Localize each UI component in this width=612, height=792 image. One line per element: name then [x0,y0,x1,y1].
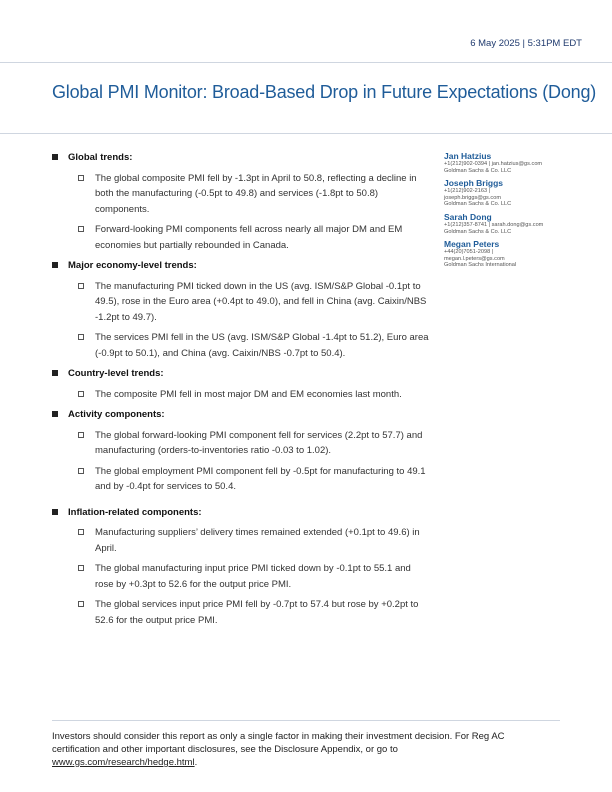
author-contact-line: Goldman Sachs & Co. LLC [444,201,512,208]
section-heading [52,505,430,521]
author-block [444,178,594,208]
hollow-square-bullet-icon [78,468,84,474]
bullet-item [52,387,430,403]
section-heading-text: Major economy-level trends: [68,260,197,271]
section [52,366,430,402]
section-heading-text: Global trends: [68,152,133,163]
bullet-item [52,464,430,495]
section-heading-text: Country-level trends: [68,368,164,379]
title-divider [0,133,612,134]
bullet-item-text: The composite PMI fell in most major DM and EM economies last month. [95,388,402,400]
section-heading [52,150,430,166]
square-bullet-icon [52,262,58,268]
header-divider [0,62,612,63]
hollow-square-bullet-icon [78,175,84,181]
hollow-square-bullet-icon [78,565,84,571]
square-bullet-icon [52,509,58,515]
section-heading [52,366,430,382]
author-contact-line: +1(212)357-8741 | sarah.dong@gs.com [444,221,544,228]
hollow-square-bullet-icon [78,529,84,535]
disclosure-footer [52,730,522,769]
summary-body [52,150,430,633]
author-block [444,151,594,174]
disclosure-link[interactable]: www.gs.com/research/hedge.html [52,757,195,768]
hollow-square-bullet-icon [78,391,84,397]
author-contact-line: +44(20)7051-2098 | [444,249,494,256]
disclosure-period: . [194,757,198,768]
section-heading-text: Inflation-related components: [68,506,202,518]
hollow-square-bullet-icon [78,226,84,232]
author-contact-line: Goldman Sachs International [444,262,517,269]
bullet-item [52,525,430,556]
bullet-item-text: The global forward-looking PMI component fell for services (2.2pt to 57.7) and manufacturing (orders-to-inventories ratio -0.03 to 1.02). [95,429,423,456]
section [52,505,430,629]
hollow-square-bullet-icon [78,334,84,340]
author-name: Jan Hatzius [444,151,492,161]
bullet-item-text: The services PMI fell in the US (avg. ISM/S&P Global -1.4pt to 51.2), Euro area (-0.9pt to 50.1), and China (avg. Caixin/NBS -0.7pt to 50.4). [95,332,429,359]
bullet-item-text: The global manufacturing input price PMI ticked down by -0.1pt to 55.1 and rose by +0.3pt to 52.6 for the output price PMI. [95,563,411,590]
bullet-item-text: The global services input price PMI fell by -0.7pt to 57.4 but rose by +0.2pt to 52.6 for the output price PMI. [95,599,419,626]
author-contact-line: joseph.briggs@gs.com [444,194,501,201]
author-sidebar [444,151,594,273]
section-heading-text: Activity components: [68,409,165,420]
bullet-item [52,428,430,459]
bullet-item-text: The global composite PMI fell by -1.3pt in April to 50.8, reflecting a decline in both the manufacturing (-0.5pt to 49.8) and services (-1.8pt to 50.8) components. [95,172,417,215]
report-date: 6 May 2025 | 5:31PM EDT [470,38,582,49]
report-title: Global PMI Monitor: Broad-Based Drop in Future Expectations (Dong) [52,82,597,102]
bullet-item-text: Manufacturing suppliers’ delivery times remained extended (+0.1pt to 49.6) in April. [95,527,420,554]
section-heading [52,407,430,423]
author-name: Megan Peters [444,239,500,250]
author-contact-line: Goldman Sachs & Co. LLC [444,167,512,174]
disclosure-text: Investors should consider this report as only a single factor in making their investment decision. For Reg AC certification and other important disclosures, see the Disclosure Appendix, or go to [52,731,505,755]
bullet-item [52,222,430,253]
section [52,407,430,495]
bullet-item-text: The global employment PMI component fell by -0.5pt for manufacturing to 49.1 and by -0.4pt for services to 50.4. [95,465,426,492]
square-bullet-icon [52,370,58,376]
author-contact-line: megan.l.peters@gs.com [444,255,505,262]
bullet-item [52,279,430,326]
author-contact-line: Goldman Sachs & Co. LLC [444,228,512,235]
bullet-item-text: Forward-looking PMI components fell across nearly all major DM and EM economies but partially rebounded in Canada. [95,224,403,251]
square-bullet-icon [52,411,58,417]
hollow-square-bullet-icon [78,432,84,438]
square-bullet-icon [52,154,58,160]
bullet-item-text: The manufacturing PMI ticked down in the US (avg. ISM/S&P Global -0.1pt to 49.5), rose in the Euro area (+0.4pt to 49.0), and fell in China (avg. Caixin/NBS -1.2pt to 49.7). [95,280,427,323]
section [52,150,430,253]
bullet-item [52,330,430,361]
section [52,258,430,361]
footer-divider [52,720,560,721]
hollow-square-bullet-icon [78,601,84,607]
bullet-item [52,597,430,628]
author-block [444,239,594,269]
author-contact-line: +1(212)902-2163 | [444,188,491,195]
hollow-square-bullet-icon [78,283,84,289]
section-heading [52,258,430,274]
author-name: Sarah Dong [444,211,492,222]
author-name: Joseph Briggs [444,178,504,189]
author-contact-line: +1(212)902-0394 | jan.hatzius@gs.com [444,161,543,167]
bullet-item [52,561,430,592]
author-block [444,212,594,235]
bullet-item [52,171,430,218]
